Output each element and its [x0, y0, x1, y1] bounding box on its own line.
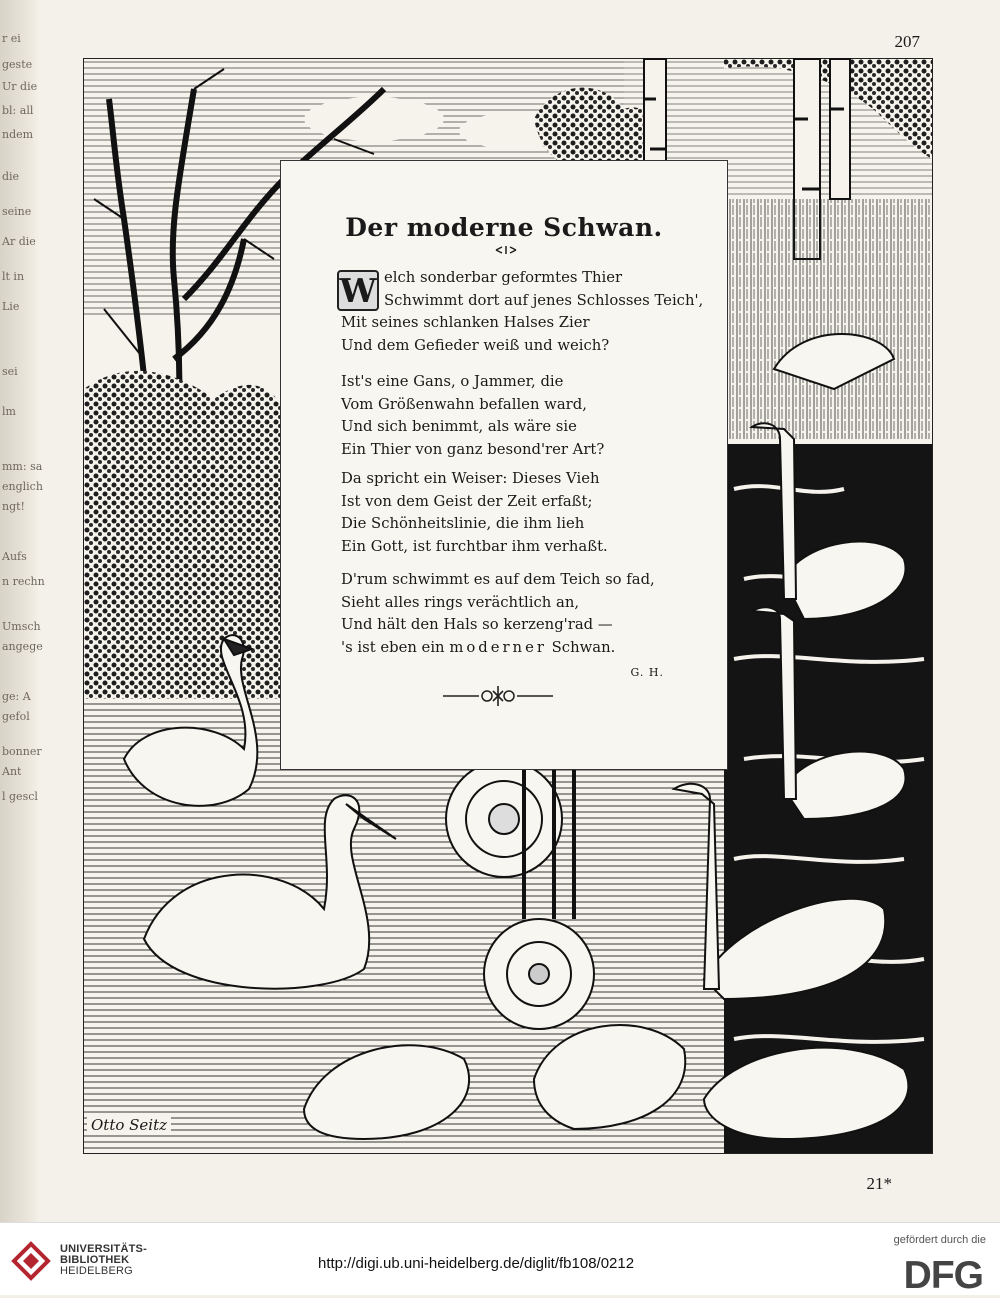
edge-text: Ur die — [2, 80, 38, 93]
funding-label: gefördert durch die — [893, 1234, 986, 1246]
edge-text: Lie — [2, 300, 20, 313]
edge-text: bonner — [2, 745, 42, 758]
bushes — [84, 371, 294, 699]
stanza-1 — [339, 267, 704, 357]
poem-panel — [280, 160, 728, 770]
document-url[interactable]: http://digi.ub.uni-heidelberg.de/diglit/fb108/0212 — [318, 1255, 635, 1272]
edge-text: n rechn — [2, 575, 45, 588]
poem-line: Schwimmt dort auf jenes Schlosses Teich', — [384, 291, 704, 309]
university-logo-icon[interactable] — [10, 1241, 52, 1283]
author-initials: G. H. — [630, 666, 664, 679]
page-number-bottom: 21* — [866, 1174, 892, 1193]
edge-text: geste — [2, 58, 33, 71]
edge-text: englich — [2, 480, 43, 493]
institution-name[interactable]: UNIVERSITÄTS- BIBLIOTHEK HEIDELBERG — [60, 1243, 147, 1277]
poem-line: Mit seines schlanken Halses Zier — [341, 314, 590, 331]
poem-line: Vom Größenwahn befallen ward, — [341, 395, 587, 413]
poem-line-prefix: 's ist eben ein — [341, 638, 445, 656]
poem-line: Ein Thier von ganz besond'rer Art? — [341, 440, 605, 458]
edge-text: ndem — [2, 128, 34, 141]
poem-line: Und hält den Hals so kerzeng'rad — — [341, 616, 613, 633]
poem-line: Und dem Gefieder weiß und weich? — [341, 336, 610, 354]
poem-line: Und sich benimmt, als wäre sie — [341, 418, 577, 435]
previous-page-edge — [0, 0, 45, 1222]
stanza-3 — [341, 468, 701, 558]
spaced-word: moderner — [449, 638, 547, 656]
edge-text: lt in — [2, 270, 25, 283]
stanza-2 — [341, 371, 701, 461]
dropcap: W — [337, 270, 379, 311]
poem-line: Ein Gott, ist furchtbar ihm verhaßt. — [341, 537, 608, 555]
edge-text: die — [2, 170, 20, 183]
cloud — [304, 97, 444, 141]
edge-text: seine — [2, 205, 32, 218]
poem-line: Sieht alles rings verächtlich an, — [341, 593, 580, 611]
end-ornament-icon — [443, 684, 553, 708]
edge-text: Umsch — [2, 620, 41, 633]
edge-text: Aufs — [2, 550, 27, 563]
meadow — [724, 199, 932, 439]
edge-text: ngt! — [2, 500, 25, 513]
edge-text: Ar die — [2, 235, 36, 248]
dfg-logo-icon[interactable]: DFG — [903, 1254, 983, 1297]
poem-line: elch sonderbar geformtes Thier — [384, 269, 623, 286]
edge-text: ge: A — [2, 690, 31, 703]
edge-text: l gescl — [2, 790, 38, 803]
edge-text: angege — [2, 640, 43, 653]
poem-line — [341, 637, 701, 660]
title-ornament-icon — [495, 245, 517, 258]
edge-text: lm — [2, 405, 16, 418]
edge-text: gefol — [2, 710, 30, 723]
edge-text: r ei — [2, 32, 21, 45]
edge-text: mm: sa — [2, 460, 43, 473]
poem-line: Ist's eine Gans, o Jammer, die — [341, 373, 564, 390]
edge-text: sei — [2, 365, 18, 378]
viewer-footer — [0, 1222, 1000, 1295]
final-word: Schwan. — [551, 638, 616, 656]
stanza-4 — [341, 569, 701, 659]
poem-line: D'rum schwimmt es auf dem Teich so fad, — [341, 571, 655, 588]
poem-line: Die Schönheitslinie, die ihm lieh — [341, 515, 585, 532]
edge-text: bl: all — [2, 104, 34, 117]
illustrator-signature: Otto Seitz — [87, 1115, 171, 1135]
poem-title: Der moderne Schwan. — [345, 213, 663, 242]
poem-line: Ist von dem Geist der Zeit erfaßt; — [341, 492, 593, 510]
edge-text: Ant — [2, 765, 22, 778]
poem-line: Da spricht ein Weiser: Dieses Vieh — [341, 470, 600, 487]
page-number-top: 207 — [894, 32, 920, 51]
